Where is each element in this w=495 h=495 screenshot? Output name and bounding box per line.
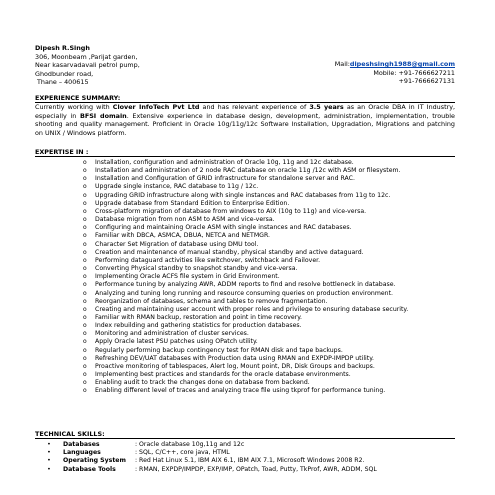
expertise-item: [35, 175, 455, 183]
bullet-icon: o: [83, 362, 87, 370]
bullet-icon: •: [47, 457, 51, 465]
section-divider: [35, 156, 455, 157]
bullet-icon: o: [83, 281, 87, 289]
expertise-item: [35, 273, 455, 281]
expertise-item: [35, 216, 455, 224]
experience-summary-section: [35, 94, 455, 137]
bullet-icon: o: [83, 330, 87, 338]
domain-name: BFSI domain: [79, 111, 127, 120]
expertise-item: [35, 257, 455, 265]
bullet-icon: o: [83, 338, 87, 346]
candidate-name: Dipesh R.Singh: [35, 44, 90, 52]
expertise-item-text: Proactive monitoring of tablespaces, Alert log, Mount point, DR, Disk Groups and backups.: [95, 362, 375, 370]
expertise-item: [35, 265, 455, 273]
expertise-item-text: Regularly performing backup contingency test for RMAN disk and tape backups.: [95, 346, 343, 354]
expertise-item-text: Refreshing DEV/UAT databases with Production data using RMAN and EXPDP-IMPDP utility.: [95, 354, 374, 362]
expertise-item-text: Performance tuning by analyzing AWR, ADDM reports to find and resolve bottleneck in database.: [95, 281, 396, 289]
expertise-item-text: Monitoring and administration of cluster services.: [95, 330, 249, 338]
phone-primary: +91-7666627211: [398, 68, 455, 77]
skill-row: [35, 457, 377, 465]
expertise-item: [35, 347, 455, 355]
bullet-icon: o: [83, 322, 87, 330]
expertise-item-text: Creation and maintenance of manual standby, physical standby and active dataguard.: [95, 248, 364, 256]
bullet-icon: o: [83, 232, 87, 240]
expertise-item-text: Upgrade database from Standard Edition to Enterprise Edition.: [95, 199, 290, 207]
bullet-icon: o: [83, 346, 87, 354]
bullet-icon: o: [83, 273, 87, 281]
bullet-icon: o: [83, 183, 87, 191]
expertise-item: [35, 241, 455, 249]
skill-value: : Red Hat Linux 5.1, IBM AIX 6.1, IBM AIX 7.1, Microsoft Windows 2008 R2.: [135, 457, 365, 465]
expertise-item: [35, 363, 455, 371]
skill-category: Languages: [63, 449, 101, 457]
summary-text: as an Oracle DBA in IT Industry, especially in: [35, 103, 456, 120]
section-title: EXPERTISE IN :: [35, 148, 89, 156]
bullet-icon: o: [83, 297, 87, 305]
expertise-item-text: Enabling audit to track the changes done on database from backend.: [95, 379, 310, 387]
mobile-line: [335, 69, 455, 78]
expertise-item: [35, 208, 455, 216]
expertise-item: [35, 387, 455, 395]
bullet-icon: o: [83, 191, 87, 199]
expertise-item: [35, 192, 455, 200]
skill-value: : RMAN, EXPDP/IMPDP, EXP/IMP, OPatch, Toad, Putty, TkProf, AWR, ADDM, SQL: [135, 465, 377, 473]
bullet-icon: o: [83, 224, 87, 232]
address-line: Near kasarvadavali petrol pump,: [35, 61, 140, 70]
expertise-item-text: Performing dataguard activities like switchover, switchback and Failover.: [95, 256, 321, 264]
expertise-item: [35, 314, 455, 322]
bullet-icon: •: [47, 449, 51, 457]
expertise-item: [35, 224, 455, 232]
bullet-icon: •: [47, 465, 51, 473]
bullet-icon: o: [83, 289, 87, 297]
expertise-item-text: Implementing Oracle ACFS file system in Grid Environment.: [95, 273, 280, 281]
bullet-icon: o: [83, 354, 87, 362]
mobile-label: Mobile:: [373, 68, 397, 77]
summary-text: and has relevant experience of: [199, 103, 310, 111]
bullet-icon: o: [83, 159, 87, 166]
expertise-item: [35, 183, 455, 191]
expertise-item-text: Installation and Configuration of GRID infrastructure for standalone server and RAC.: [95, 175, 355, 183]
bullet-icon: o: [83, 167, 87, 175]
expertise-section: [35, 148, 455, 396]
expertise-item: [35, 298, 455, 306]
skills-table: [35, 441, 377, 474]
expertise-item-text: Installation and administration of 2 node RAC database on oracle 11g /12c with ASM or filesystem.: [95, 167, 401, 175]
skill-category: Database Tools: [63, 465, 116, 473]
experience-years: 3.5 years: [309, 103, 344, 111]
bullet-icon: •: [47, 441, 51, 448]
section-title: TECHNICAL SKILLS:: [35, 430, 105, 438]
bullet-icon: o: [83, 371, 87, 379]
email-link[interactable]: dipeshsingh1988@gmail.com: [349, 60, 455, 68]
expertise-item: [35, 200, 455, 208]
expertise-item-text: Apply Oracle latest PSU patches using OPatch utility.: [95, 338, 258, 346]
expertise-item-text: Converting Physical standby to snapshot standby and vice-versa.: [95, 265, 298, 273]
address-block: [35, 44, 140, 87]
expertise-item-text: Reorganization of databases, schema and tables to remove fragmentation.: [95, 297, 328, 305]
expertise-item-text: Upgrading GRID infrastructure along with single instances and RAC databases from 11g to 12c.: [95, 191, 391, 199]
bullet-icon: o: [83, 207, 87, 215]
expertise-item-text: Familiar with RMAN backup, restoration and point in time recovery.: [95, 313, 302, 321]
expertise-item: [35, 355, 455, 363]
bullet-icon: o: [83, 313, 87, 321]
bullet-icon: o: [83, 248, 87, 256]
skill-category: Operating System: [63, 457, 126, 465]
expertise-list: [35, 159, 455, 396]
bullet-icon: o: [83, 175, 87, 183]
bullet-icon: o: [83, 387, 87, 395]
bullet-icon: o: [83, 216, 87, 224]
skill-category: Databases: [63, 441, 100, 448]
skill-value: : SQL, C/C++, core java, HTML: [135, 449, 230, 457]
expertise-item-text: Cross-platform migration of database from windows to AIX (10g to 11g) and vice-versa.: [95, 207, 367, 215]
bullet-icon: o: [83, 379, 87, 387]
expertise-item-text: Character Set Migration of database using DMU tool.: [95, 240, 259, 248]
expertise-item-text: Familiar with DBCA, ASMCA, DBUA, NETCA and NETMGR.: [95, 232, 271, 240]
bullet-icon: o: [83, 199, 87, 207]
skill-value: : Oracle database 10g,11g and 12c: [135, 441, 245, 448]
phone-secondary: +91-7666627131: [398, 77, 455, 86]
expertise-item: [35, 306, 455, 314]
company-name: Clover InfoTech Pvt Ltd: [112, 103, 200, 111]
email-line: [335, 60, 455, 69]
technical-skills-section: [35, 430, 455, 474]
summary-text: Currently working with: [35, 103, 113, 111]
address-line: 306, Moonbeam ,Parijat garden,: [35, 52, 138, 61]
bullet-icon: o: [83, 305, 87, 313]
bullet-icon: o: [83, 256, 87, 264]
expertise-item: [35, 232, 455, 240]
email-label: Mail:: [334, 60, 350, 68]
summary-paragraph: [35, 103, 455, 137]
expertise-item-text: Installation, configuration and administration of Oracle 10g, 11g and 12c database.: [95, 159, 354, 166]
expertise-item: [35, 290, 455, 298]
expertise-item: [35, 379, 455, 387]
section-divider: [35, 438, 455, 439]
skill-row: [35, 441, 377, 449]
summary-text: . Extensive experience in database design, development, administration, implementation, trouble shooting and quality management. Proficient in Oracle 10g/11g/12c Software Installation, Upgradation, Migrations and patching on UNIX / Windows platform.: [35, 111, 455, 137]
expertise-item-text: Index rebuilding and gathering statistics for production databases.: [95, 322, 302, 330]
expertise-item-text: Upgrade single instance, RAC database to 11g / 12c.: [95, 183, 259, 191]
skill-row: [35, 449, 377, 457]
expertise-item-text: Creating and maintaining user account with proper roles and privilege to ensuring database security.: [95, 305, 409, 313]
expertise-item: [35, 249, 455, 257]
contact-block: [335, 60, 455, 86]
expertise-item-text: Analyzing and tuning long running and resource consuming queries on production environment.: [95, 289, 393, 297]
expertise-item: [35, 159, 455, 167]
expertise-item: [35, 322, 455, 330]
address-line: Thane – 400615: [37, 78, 89, 87]
address-line: Ghodbunder road,: [35, 69, 94, 78]
bullet-icon: o: [83, 240, 87, 248]
bullet-icon: o: [83, 265, 87, 273]
expertise-item-text: Enabling different level of traces and analyzing trace file using tkprof for performance tuning.: [95, 387, 386, 395]
expertise-item: [35, 371, 455, 379]
expertise-item: [35, 281, 455, 289]
expertise-item-text: Implementing best practices and standards for the oracle database environments.: [95, 371, 351, 379]
skill-row: [35, 466, 377, 474]
expertise-item: [35, 167, 455, 175]
section-title: EXPERIENCE SUMMARY:: [35, 94, 121, 102]
expertise-item: [35, 338, 455, 346]
expertise-item-text: Configuring and maintaining Oracle ASM with single instances and RAC databases.: [95, 224, 352, 232]
expertise-item-text: Database migration from non ASM to ASM and vice-versa.: [95, 216, 275, 224]
expertise-item: [35, 330, 455, 338]
